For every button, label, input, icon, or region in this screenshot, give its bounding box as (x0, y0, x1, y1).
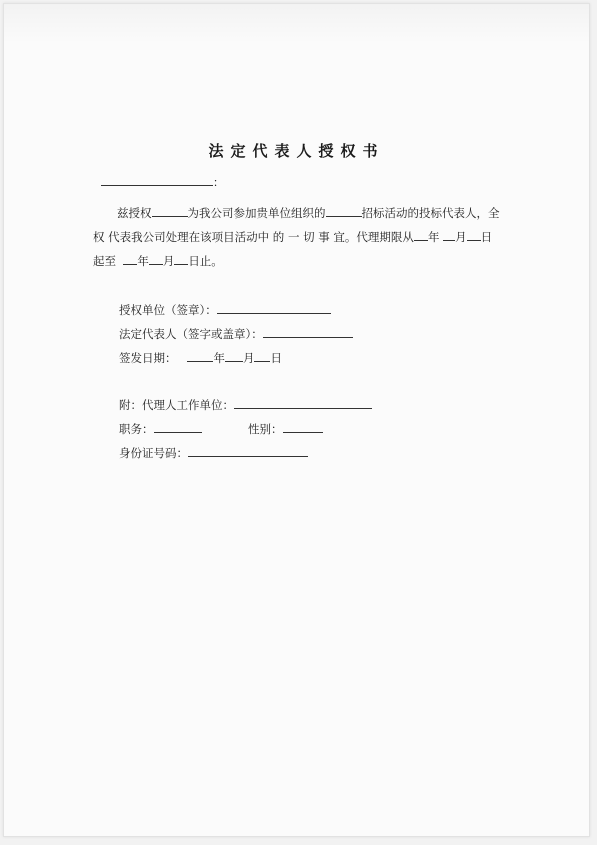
agent-unit-blank (234, 396, 372, 409)
paragraph-text: 月 (455, 230, 467, 244)
position-label: 职务： (119, 422, 154, 436)
paragraph-text: 日 (480, 230, 493, 244)
issue-day-blank (254, 349, 270, 362)
start-day-blank (467, 228, 481, 241)
agent-name-blank (152, 204, 188, 217)
paragraph-text: 招标活动的投标代表人，全 (361, 206, 500, 220)
gender-field (248, 420, 323, 437)
legal-rep-label: 法定代表人（签字或盖章）： (119, 327, 263, 341)
authorizing-unit-field (119, 301, 331, 318)
gender-label: 性别： (248, 422, 283, 436)
id-number-blank (188, 444, 308, 457)
position-field (119, 420, 202, 437)
paragraph-line-3 (93, 249, 523, 273)
paragraph-text: 为我公司参加贵单位组织的 (187, 206, 326, 220)
legal-rep-field (119, 325, 353, 342)
end-month-blank (149, 252, 163, 265)
position-blank (154, 420, 202, 433)
paragraph-text: 权 代表我公司处理在该项目活动中 的 一 切 事 宜。代理期限从 (93, 230, 414, 244)
paragraph-text: 兹授权 (117, 206, 152, 220)
start-year-blank (414, 228, 428, 241)
project-blank (326, 204, 362, 217)
authorizing-unit-blank (217, 301, 331, 314)
agent-unit-label: 附：代理人工作单位： (119, 398, 234, 412)
paragraph-line-1 (93, 201, 523, 225)
issue-day-text: 日 (270, 351, 282, 365)
authorization-paragraph (93, 201, 523, 273)
paragraph-text: 起至 (93, 254, 116, 268)
issue-year-blank (187, 349, 213, 362)
issue-date-field (119, 349, 282, 366)
paragraph-text: 年 (427, 230, 440, 244)
id-number-label: 身份证号码： (119, 446, 188, 460)
start-month-blank (443, 228, 455, 241)
paragraph-text: 年 (137, 254, 149, 268)
document-page (3, 3, 590, 837)
issue-date-label: 签发日期： (119, 351, 177, 365)
end-year-blank (123, 252, 137, 265)
addressee-suffix: ： (213, 176, 224, 189)
id-number-field (119, 444, 308, 461)
authorizing-unit-label: 授权单位（签章）： (119, 303, 217, 317)
paragraph-line-2 (93, 225, 523, 249)
document-title: 法定代表人授权书 (208, 142, 385, 160)
end-day-blank (174, 252, 188, 265)
addressee-line (101, 173, 224, 191)
gender-blank (283, 420, 323, 433)
addressee-blank (101, 173, 213, 186)
legal-rep-blank (263, 325, 353, 338)
paragraph-text: 月 (162, 254, 175, 268)
paragraph-text: 日止。 (188, 254, 223, 268)
issue-month-text: 月 (242, 351, 255, 365)
issue-year-text: 年 (213, 351, 225, 365)
issue-month-blank (225, 349, 243, 362)
agent-unit-field (119, 396, 372, 413)
